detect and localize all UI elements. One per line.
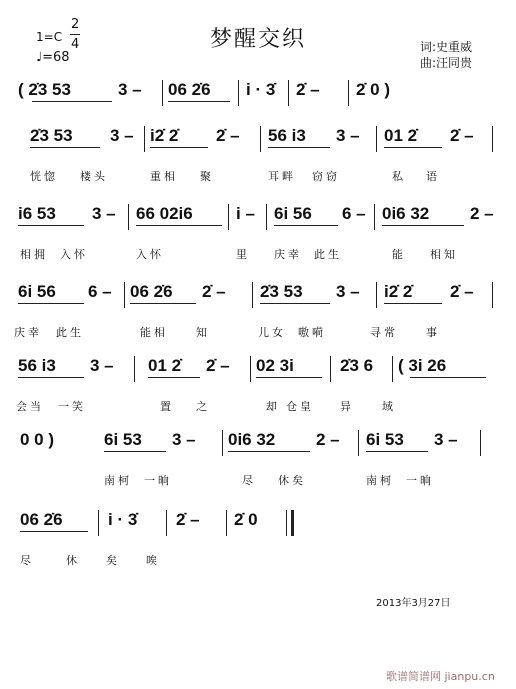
- lyric-syllable: 恍惚: [30, 170, 58, 183]
- note-group: 3 –: [172, 430, 196, 449]
- bar-line: [348, 80, 349, 106]
- note-group: 6 –: [342, 204, 366, 223]
- note-group: 2 –: [470, 204, 494, 223]
- lyric-syllable: 入怀: [60, 248, 88, 261]
- lyric-syllable: 嗷嗬: [298, 326, 326, 339]
- note-group: 2̇3 53: [260, 282, 303, 301]
- beam: [256, 377, 322, 378]
- note-group: 6 –: [88, 282, 112, 301]
- lyric-syllable: 南柯: [366, 474, 394, 487]
- lyrics-line: [10, 168, 506, 184]
- lyric-syllable: 私: [392, 170, 406, 183]
- note-group: 3 –: [118, 80, 142, 99]
- lyric-syllable: 休矣: [278, 474, 306, 487]
- notation-line: [10, 204, 506, 234]
- note-group: i · 3̇: [108, 510, 138, 529]
- bar-line: [392, 356, 393, 382]
- note-group: 2̇ –: [450, 282, 474, 301]
- note-group: 0i6 32: [228, 430, 276, 449]
- lyricist: 词:史重威: [420, 40, 473, 54]
- bar-line: [266, 204, 267, 230]
- note-group: 2̇ 0: [234, 510, 258, 529]
- lyric-syllable: 事: [426, 326, 440, 339]
- note-group: 56 i3: [18, 356, 56, 375]
- lyric-syllable: 却: [266, 400, 280, 413]
- bar-line: [250, 356, 251, 382]
- notation-line: [10, 430, 506, 460]
- note-group: 2̇ –: [450, 126, 474, 145]
- note-group: i2̇ 2̇: [150, 126, 179, 145]
- bar-line: [228, 204, 229, 230]
- lyric-syllable: 入怀: [136, 248, 164, 261]
- note-group: 06 2̇6: [20, 510, 63, 529]
- note-group: 2 –: [316, 430, 340, 449]
- note-group: 3 –: [336, 126, 360, 145]
- bar-line: [226, 510, 227, 536]
- lyric-syllable: 一晌: [144, 474, 172, 487]
- page-title: 梦醒交织: [209, 27, 306, 52]
- beam: [274, 225, 338, 226]
- beam: [268, 147, 330, 148]
- note-group: 3 –: [336, 282, 360, 301]
- bar-line: [134, 356, 135, 382]
- lyric-syllable: 尽: [20, 554, 34, 567]
- bar-line: [222, 430, 223, 456]
- lyric-syllable: 耳畔: [268, 170, 296, 183]
- note-group: 6i 53: [366, 430, 404, 449]
- lyric-syllable: 异: [340, 400, 354, 413]
- lyric-syllable: 仓皇: [286, 400, 314, 413]
- lyric-syllable: 一晌: [406, 474, 434, 487]
- beam: [32, 101, 112, 102]
- beam: [366, 451, 428, 452]
- composer: 曲:汪同贵: [420, 56, 473, 70]
- note-group: 2̇3 6: [340, 356, 374, 375]
- beam: [410, 377, 486, 378]
- lyric-syllable: 知: [196, 326, 210, 339]
- note-group: 3 –: [92, 204, 116, 223]
- bar-line: [480, 430, 481, 456]
- lyric-syllable: 聚: [200, 170, 214, 183]
- bar-line: [98, 510, 99, 536]
- note-group: 3 –: [90, 356, 114, 375]
- note-group: 6i 56: [274, 204, 312, 223]
- final-bar-line: [291, 510, 294, 536]
- beam: [136, 225, 222, 226]
- lyric-syllable: 寻常: [370, 326, 398, 339]
- note-group: 2̇ –: [206, 356, 230, 375]
- bar-line: [162, 80, 163, 106]
- meter-bottom: 4: [71, 37, 80, 52]
- beam: [20, 531, 88, 532]
- lyrics-line: [10, 552, 506, 568]
- lyric-syllable: 儿女: [258, 326, 286, 339]
- lyric-syllable: 楼头: [80, 170, 108, 183]
- lyric-syllable: 南柯: [104, 474, 132, 487]
- note-group: 02 3i: [256, 356, 294, 375]
- note-group: 6i 53: [104, 430, 142, 449]
- lyric-syllable: 重相: [150, 170, 178, 183]
- bar-line: [358, 430, 359, 456]
- note-group: 0 0 ): [20, 430, 55, 449]
- beam: [168, 101, 230, 102]
- meter-top: 2: [71, 17, 80, 32]
- lyric-syllable: 里: [236, 248, 250, 261]
- note-group: 01 2̇: [148, 356, 182, 375]
- bar-line: [252, 282, 253, 308]
- lyric-syllable: 此生: [56, 326, 84, 339]
- bar-line: [124, 282, 125, 308]
- lyrics-line: [10, 246, 506, 262]
- date-stamp: 2013年3月27日: [376, 598, 451, 609]
- notation-line: [10, 282, 506, 312]
- bar-line: [286, 510, 287, 536]
- bar-line: [492, 126, 493, 152]
- lyric-syllable: 能: [392, 248, 406, 261]
- note-group: i2̇ 2̇: [384, 282, 413, 301]
- lyrics-line: [10, 324, 506, 340]
- lyric-syllable: 窃窃: [312, 170, 340, 183]
- note-group: 06 2̇6: [130, 282, 173, 301]
- lyrics-line: [10, 398, 506, 414]
- beam: [18, 303, 84, 304]
- note-group: 0i6 32: [382, 204, 430, 223]
- lyric-syllable: 会当: [16, 400, 44, 413]
- note-group: 01 2̇: [384, 126, 418, 145]
- beam: [18, 225, 84, 226]
- beam: [384, 303, 442, 304]
- lyric-syllable: 能相: [140, 326, 168, 339]
- beam: [30, 147, 100, 148]
- note-group: 56 i3: [268, 126, 306, 145]
- notation-line: [10, 80, 506, 110]
- lyric-syllable: 置: [160, 400, 174, 413]
- lyrics-line: [10, 472, 506, 488]
- tempo: ♩=68: [36, 50, 70, 65]
- key-signature: 1=C: [36, 30, 63, 44]
- note-group: 2̇ –: [216, 126, 240, 145]
- beam: [148, 377, 200, 378]
- note-group: 2̇ –: [176, 510, 200, 529]
- bar-line: [374, 204, 375, 230]
- beam: [228, 451, 310, 452]
- note-group: i · 3̇: [246, 80, 276, 99]
- note-group: ( 2̇3 53: [18, 80, 71, 99]
- lyric-syllable: 之: [196, 400, 210, 413]
- note-group: 66 02i6: [136, 204, 193, 223]
- lyric-syllable: 语: [426, 170, 440, 183]
- lyric-syllable: 域: [382, 400, 396, 413]
- beam: [384, 147, 442, 148]
- lyric-syllable: 尽: [242, 474, 256, 487]
- bar-line: [144, 126, 145, 152]
- beam: [18, 377, 84, 378]
- note-group: ( 3i 26: [398, 356, 447, 375]
- note-group: 6i 56: [18, 282, 56, 301]
- note-group: 2̇ –: [296, 80, 320, 99]
- beam: [104, 451, 166, 452]
- note-group: i –: [236, 204, 255, 223]
- lyric-syllable: 唉: [146, 554, 160, 567]
- beam: [150, 147, 208, 148]
- note-group: 3 –: [110, 126, 134, 145]
- note-group: 3 –: [434, 430, 458, 449]
- bar-line: [238, 80, 239, 106]
- note-group: i6 53: [18, 204, 56, 223]
- bar-line: [376, 282, 377, 308]
- note-group: 06 2̇6: [168, 80, 211, 99]
- lyric-syllable: 休: [66, 554, 80, 567]
- lyric-syllable: 一笑: [58, 400, 86, 413]
- lyric-syllable: 矣: [106, 554, 120, 567]
- bar-line: [166, 510, 167, 536]
- beam: [130, 303, 196, 304]
- lyric-syllable: 相拥: [20, 248, 48, 261]
- notation-line: [10, 510, 506, 540]
- bar-line: [330, 356, 331, 382]
- lyric-syllable: 此生: [314, 248, 342, 261]
- bar-line: [260, 126, 261, 152]
- watermark: 歌谱简谱网 jianpu.cn: [386, 670, 495, 683]
- note-group: 2̇ 0 ): [356, 80, 391, 99]
- notation-line: [10, 356, 506, 386]
- lyric-syllable: 庆幸: [14, 326, 42, 339]
- bar-line: [492, 282, 493, 308]
- lyric-syllable: 相知: [430, 248, 458, 261]
- beam: [382, 225, 464, 226]
- bar-line: [128, 204, 129, 230]
- beam: [260, 303, 330, 304]
- lyric-syllable: 庆幸: [274, 248, 302, 261]
- bar-line: [288, 80, 289, 106]
- note-group: 2̇3 53: [30, 126, 73, 145]
- note-group: 2̇ –: [202, 282, 226, 301]
- notation-line: [10, 126, 506, 156]
- bar-line: [376, 126, 377, 152]
